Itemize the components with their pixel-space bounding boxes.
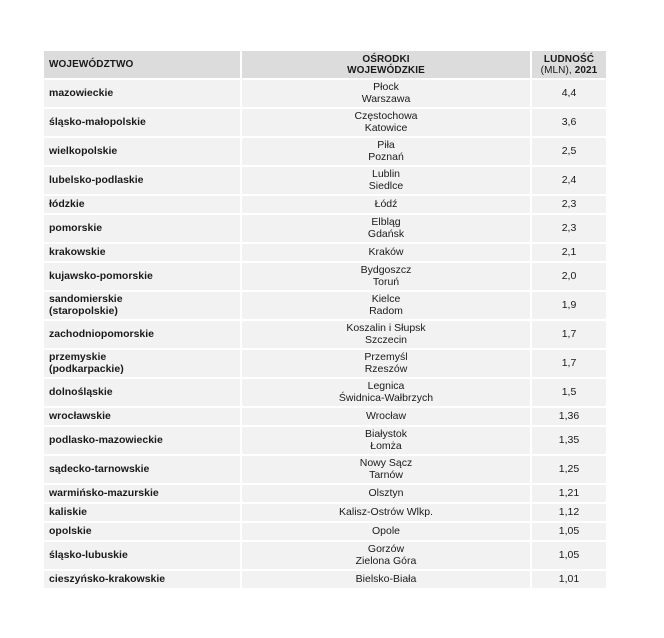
region-name: wrocławskie <box>49 409 111 422</box>
centers-cell <box>242 215 530 242</box>
table-header-row <box>44 51 606 78</box>
table-row <box>44 215 606 242</box>
population-cell: 2,0 <box>532 263 606 290</box>
region-name-cell <box>44 408 240 425</box>
table-row <box>44 571 606 588</box>
region-name: sądecko-tarnowskie <box>49 462 150 475</box>
table-row <box>44 408 606 425</box>
region-name-cell <box>44 215 240 242</box>
center-city: Koszalin i Słupsk <box>346 322 426 334</box>
region-name-cell <box>44 138 240 165</box>
header-centers-line1: OŚRODKI <box>362 53 410 65</box>
table-body <box>44 80 606 588</box>
region-name-cell <box>44 427 240 454</box>
header-centers <box>242 51 530 78</box>
center-city: Olsztyn <box>368 486 404 499</box>
table-row <box>44 138 606 165</box>
table-row <box>44 196 606 213</box>
region-name-cell <box>44 244 240 261</box>
region-name-cell <box>44 263 240 290</box>
population-cell: 1,7 <box>532 350 606 377</box>
region-name-cell <box>44 196 240 213</box>
population-cell: 4,4 <box>532 80 606 107</box>
population-cell: 1,05 <box>532 542 606 569</box>
center-city: Toruń <box>372 275 400 288</box>
region-name: pomorskie <box>49 221 103 234</box>
center-city: Częstochowa <box>354 110 418 122</box>
population-cell: 1,9 <box>532 292 606 319</box>
region-name: warmińsko-mazurskie <box>49 486 159 499</box>
region-name: dolnośląskie <box>49 385 113 398</box>
region-name-cell <box>44 542 240 569</box>
table-row <box>44 427 606 454</box>
header-region <box>44 51 240 78</box>
population-cell: 1,7 <box>532 321 606 348</box>
region-name: (staropolskie) <box>49 304 118 317</box>
population-cell: 3,6 <box>532 109 606 136</box>
center-city: Łomża <box>370 439 402 452</box>
population-cell: 1,12 <box>532 504 606 521</box>
table-row <box>44 80 606 107</box>
regions-table <box>42 49 608 590</box>
centers-cell <box>242 571 530 588</box>
region-name: łódzkie <box>49 197 85 210</box>
header-population-year: 2021 <box>574 64 598 76</box>
table-row <box>44 542 606 569</box>
population-cell: 2,5 <box>532 138 606 165</box>
center-city: Kalisz-Ostrów Wlkp. <box>339 505 433 518</box>
center-city: Piła <box>377 139 395 151</box>
region-name-cell <box>44 523 240 540</box>
centers-cell <box>242 408 530 425</box>
centers-cell <box>242 109 530 136</box>
header-population-unit: (MLN), <box>540 64 572 76</box>
region-name: przemyskie <box>49 351 107 363</box>
region-name: (podkarpackie) <box>49 362 124 375</box>
center-city: Opole <box>371 524 401 537</box>
centers-cell <box>242 350 530 377</box>
center-city: Tarnów <box>369 468 403 481</box>
table-row <box>44 485 606 502</box>
table-row <box>44 379 606 406</box>
population-cell: 2,4 <box>532 167 606 194</box>
center-city: Warszawa <box>361 92 411 105</box>
center-city: Zielona Góra <box>355 554 417 567</box>
table-row <box>44 244 606 261</box>
center-city: Poznań <box>368 150 404 163</box>
centers-cell <box>242 321 530 348</box>
center-city: Siedlce <box>368 179 404 192</box>
center-city: Kielce <box>371 293 401 305</box>
header-region-label: WOJEWÓDZTWO <box>49 59 134 70</box>
centers-cell <box>242 456 530 483</box>
region-name: lubelsko-podlaskie <box>49 173 144 186</box>
population-cell: 2,3 <box>532 215 606 242</box>
centers-cell <box>242 263 530 290</box>
regions-table-container <box>44 51 608 588</box>
table-row <box>44 167 606 194</box>
population-cell: 1,35 <box>532 427 606 454</box>
centers-cell <box>242 485 530 502</box>
table-row <box>44 504 606 521</box>
population-cell: 1,01 <box>532 571 606 588</box>
table-row <box>44 263 606 290</box>
population-cell: 1,25 <box>532 456 606 483</box>
region-name-cell <box>44 504 240 521</box>
table-row <box>44 523 606 540</box>
center-city: Płock <box>373 81 399 93</box>
table-row <box>44 321 606 348</box>
table-row <box>44 292 606 319</box>
region-name: śląsko-lubuskie <box>49 548 128 561</box>
centers-cell <box>242 244 530 261</box>
table-row <box>44 456 606 483</box>
region-name-cell <box>44 350 240 377</box>
centers-cell <box>242 542 530 569</box>
center-city: Świdnica-Wałbrzych <box>338 391 434 404</box>
region-name: śląsko-małopolskie <box>49 115 146 128</box>
region-name-cell <box>44 167 240 194</box>
region-name-cell <box>44 109 240 136</box>
population-cell: 1,5 <box>532 379 606 406</box>
region-name-cell <box>44 379 240 406</box>
region-name-cell <box>44 80 240 107</box>
center-city: Katowice <box>364 121 408 134</box>
region-name: sandomierskie <box>49 293 123 305</box>
center-city: Bielsko-Biała <box>355 572 417 585</box>
center-city: Wrocław <box>365 409 407 422</box>
region-name-cell <box>44 456 240 483</box>
centers-cell <box>242 292 530 319</box>
centers-cell <box>242 138 530 165</box>
region-name-cell <box>44 321 240 348</box>
region-name: mazowieckie <box>49 86 114 99</box>
center-city: Radom <box>369 304 403 317</box>
header-population-line1: LUDNOŚĆ <box>543 53 595 65</box>
centers-cell <box>242 80 530 107</box>
population-cell: 2,3 <box>532 196 606 213</box>
center-city: Łódź <box>374 197 398 210</box>
center-city: Kraków <box>368 245 404 258</box>
centers-cell <box>242 427 530 454</box>
center-city: Gdańsk <box>367 227 405 240</box>
center-city: Bydgoszcz <box>360 264 412 276</box>
center-city: Nowy Sącz <box>359 457 413 469</box>
region-name: kaliskie <box>49 505 87 518</box>
center-city: Lublin <box>371 168 401 180</box>
population-cell: 2,1 <box>532 244 606 261</box>
table-row <box>44 109 606 136</box>
region-name: opolskie <box>49 524 92 537</box>
center-city: Gorzów <box>367 543 405 555</box>
population-cell: 1,36 <box>532 408 606 425</box>
region-name: kujawsko-pomorskie <box>49 269 153 282</box>
table-row <box>44 350 606 377</box>
region-name-cell <box>44 571 240 588</box>
centers-cell <box>242 167 530 194</box>
region-name: podlasko-mazowieckie <box>49 433 163 446</box>
region-name: krakowskie <box>49 245 106 258</box>
centers-cell <box>242 379 530 406</box>
region-name: zachodniopomorskie <box>49 327 155 340</box>
center-city: Białystok <box>364 428 407 440</box>
region-name-cell <box>44 292 240 319</box>
population-cell: 1,21 <box>532 485 606 502</box>
header-centers-line2: WOJEWÓDZKIE <box>347 64 425 76</box>
centers-cell <box>242 196 530 213</box>
center-city: Przemyśl <box>364 351 408 363</box>
center-city: Legnica <box>367 380 405 392</box>
center-city: Elbląg <box>371 216 401 228</box>
header-population <box>532 51 606 78</box>
center-city: Szczecin <box>364 333 407 346</box>
centers-cell <box>242 523 530 540</box>
region-name: wielkopolskie <box>49 144 118 157</box>
region-name-cell <box>44 485 240 502</box>
center-city: Rzeszów <box>364 362 408 375</box>
region-name: cieszyńsko-krakowskie <box>49 572 166 585</box>
centers-cell <box>242 504 530 521</box>
population-cell: 1,05 <box>532 523 606 540</box>
